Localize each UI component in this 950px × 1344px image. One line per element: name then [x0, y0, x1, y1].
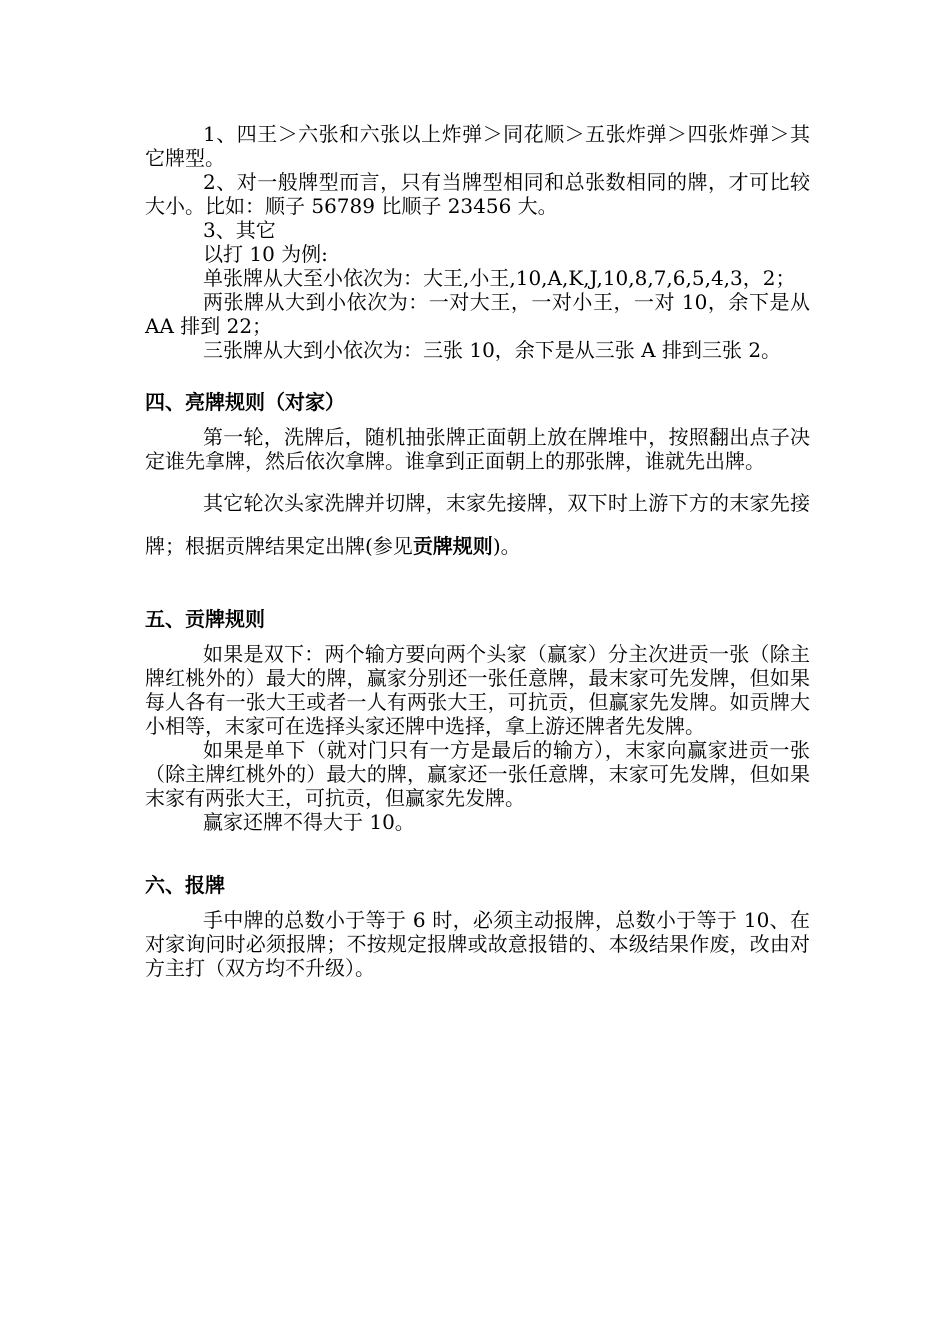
- paragraph-return-limit: 赢家还牌不得大于 10。: [203, 810, 415, 834]
- paragraph-other: 3、其它: [203, 218, 276, 242]
- paragraph-other-rounds-end: )。: [492, 534, 521, 558]
- section-tribute-rules: [145, 642, 810, 834]
- paragraph-other-rounds-text: 其它轮次头家洗牌并切牌，末家先接牌，双下时上游下方的末家先接牌；根据贡牌结果定出牌(参见: [145, 491, 810, 558]
- paragraph-other-rounds: [145, 482, 810, 568]
- paragraph-single-down: 如果是单下（就对门只有一方是最后的输方），末家向赢家进贡一张（除主牌红桃外的）最大的牌，赢家还一张任意牌，末家可先发牌，但如果末家有两张大王，可抗贡，但赢家先发牌。: [145, 738, 810, 810]
- section-show-card-rules: [145, 425, 810, 568]
- paragraph-single-card-order: 单张牌从大至小依次为：大王,小王,10,A,K,J,10,8,7,6,5,4,3，2；: [203, 266, 796, 290]
- paragraph-ranking-order: 1、四王＞六张和六张以上炸弹＞同花顺＞五张炸弹＞四张炸弹＞其它牌型。: [145, 122, 810, 170]
- section-report-cards: [145, 908, 810, 980]
- paragraph-report-rule: 手中牌的总数小于等于 6 时，必须主动报牌，总数小于等于 10、在对家询问时必须报牌；不按规定报牌或故意报错的、本级结果作废，改由对方主打（双方均不升级）。: [145, 908, 810, 980]
- paragraph-first-round: 第一轮，洗牌后，随机抽张牌正面朝上放在牌堆中，按照翻出点子决定谁先拿牌，然后依次拿牌。谁拿到正面朝上的那张牌，谁就先出牌。: [145, 425, 810, 473]
- tribute-rules-reference: 贡牌规则: [412, 534, 493, 558]
- paragraph-pair-order: 两张牌从大到小依次为：一对大王，一对小王，一对 10，余下是从 AA 排到 22；: [145, 290, 810, 338]
- heading-show-card-rules: 四、亮牌规则（对家）: [145, 390, 345, 414]
- paragraph-triple-order: 三张牌从大到小依次为：三张 10，余下是从三张 A 排到三张 2。: [203, 338, 782, 362]
- paragraph-example-intro: 以打 10 为例:: [203, 242, 328, 266]
- heading-tribute-rules: 五、贡牌规则: [145, 607, 265, 631]
- document-page: [145, 122, 810, 980]
- heading-report-cards: 六、报牌: [145, 873, 225, 897]
- section-card-ranking: [145, 122, 810, 362]
- paragraph-compare-rule: 2、对一般牌型而言，只有当牌型相同和总张数相同的牌，才可比较大小。比如：顺子 56789 比顺子 23456 大。: [145, 170, 810, 218]
- paragraph-double-down: 如果是双下：两个输方要向两个头家（赢家）分主次进贡一张（除主牌红桃外的）最大的牌，赢家分别还一张任意牌，最末家可先发牌，但如果每人各有一张大王或者一人有两张大王，可抗贡，但赢家先发牌。如贡牌大小相等，末家可在选择头家还牌中选择，拿上游还牌者先发牌。: [145, 642, 810, 738]
